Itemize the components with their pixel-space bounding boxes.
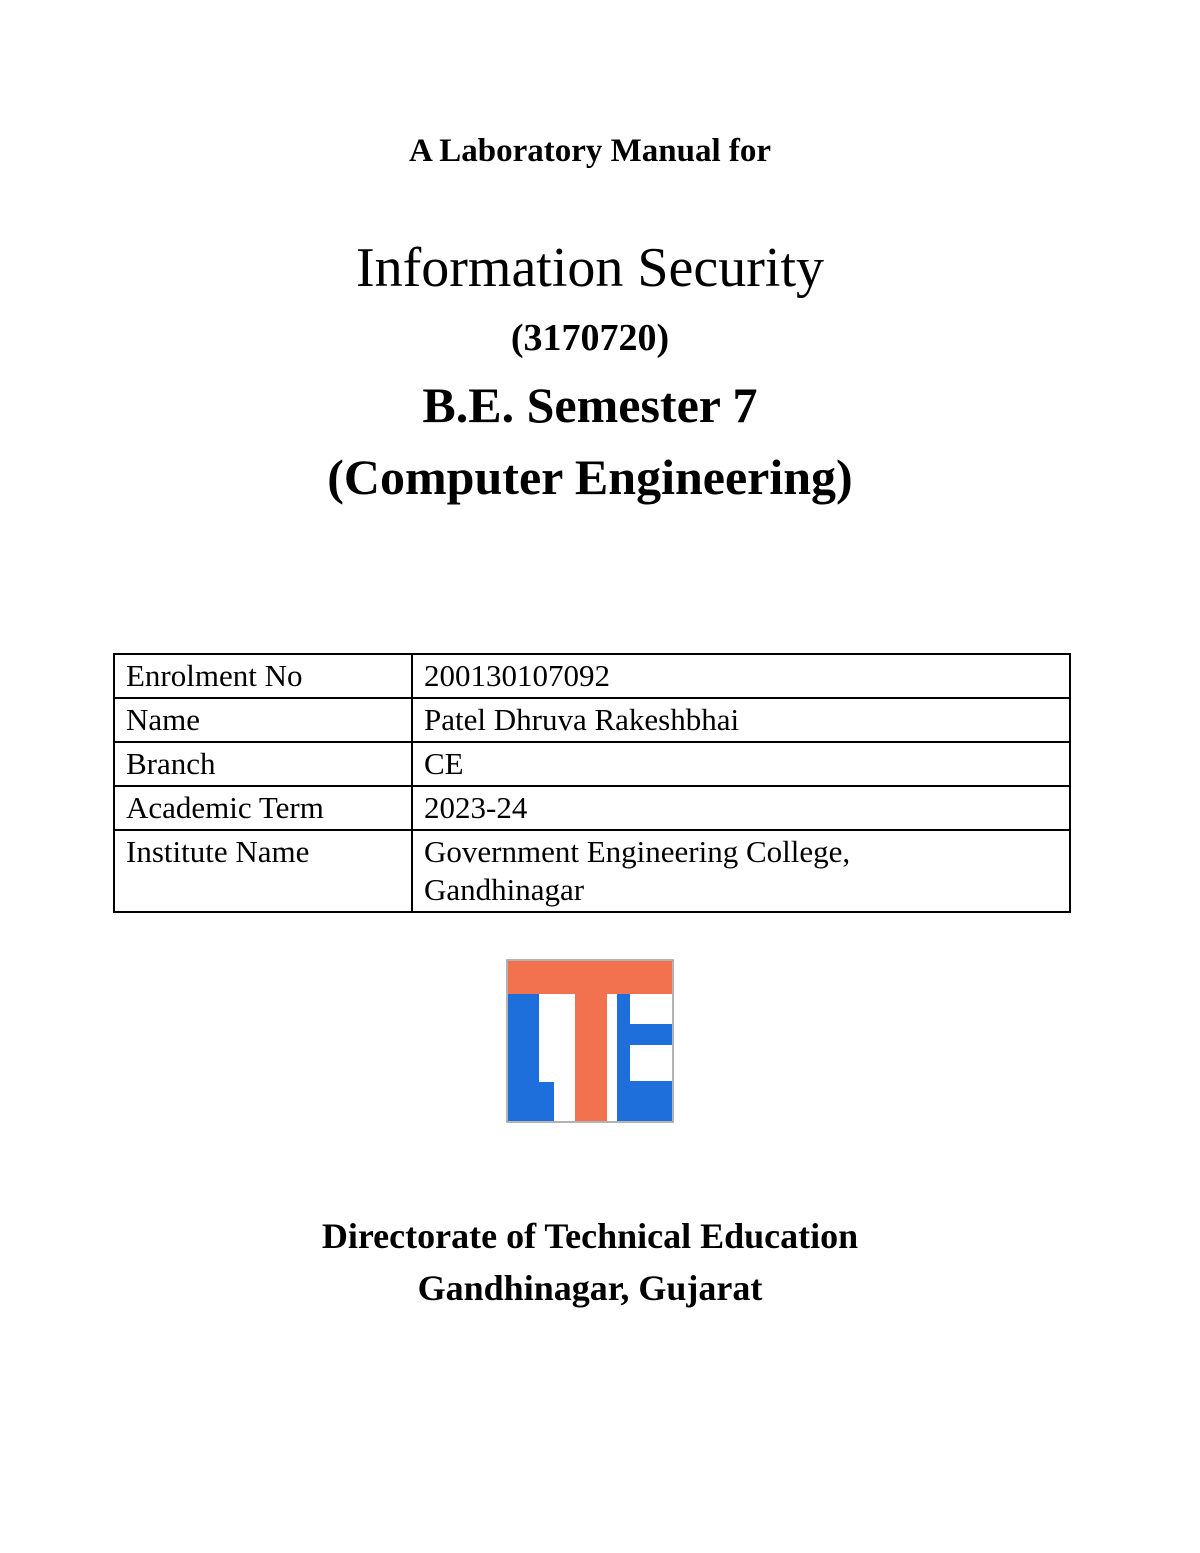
branch-label: Branch	[114, 742, 412, 786]
institute-name-line2: Gandhinagar	[424, 872, 585, 907]
semester-heading: B.E. Semester 7	[422, 377, 758, 433]
table-row	[114, 830, 1070, 912]
table-row	[114, 786, 1070, 830]
logo-right-cutout-top	[630, 994, 672, 1024]
directorate-location: Gandhinagar, Gujarat	[417, 1268, 763, 1308]
name-label: Name	[114, 698, 412, 742]
academic-term-label: Academic Term	[114, 786, 412, 830]
table-row	[114, 742, 1070, 786]
logo-left-cutout	[539, 994, 554, 1082]
institute-name-value	[412, 830, 1070, 912]
department-heading: (Computer Engineering)	[327, 449, 853, 505]
logo-t-stem	[575, 961, 607, 1121]
course-title: Information Security	[355, 237, 825, 299]
manual-subtitle: A Laboratory Manual for	[408, 133, 772, 169]
enrolment-label: Enrolment No	[114, 654, 412, 698]
institute-name-line1: Government Engineering College,	[424, 834, 851, 869]
dte-logo-icon	[505, 958, 675, 1124]
table-row	[114, 698, 1070, 742]
table-row	[114, 654, 1070, 698]
institute-name-label: Institute Name	[114, 830, 412, 912]
enrolment-value: 200130107092	[412, 654, 1070, 698]
branch-value: CE	[412, 742, 1070, 786]
course-code: (3170720)	[510, 317, 670, 359]
name-value: Patel Dhruva Rakeshbhai	[412, 698, 1070, 742]
directorate-name: Directorate of Technical Education	[321, 1216, 859, 1256]
academic-term-value: 2023-24	[412, 786, 1070, 830]
logo-right-cutout-bottom	[630, 1045, 672, 1081]
student-info-table	[113, 653, 1071, 913]
